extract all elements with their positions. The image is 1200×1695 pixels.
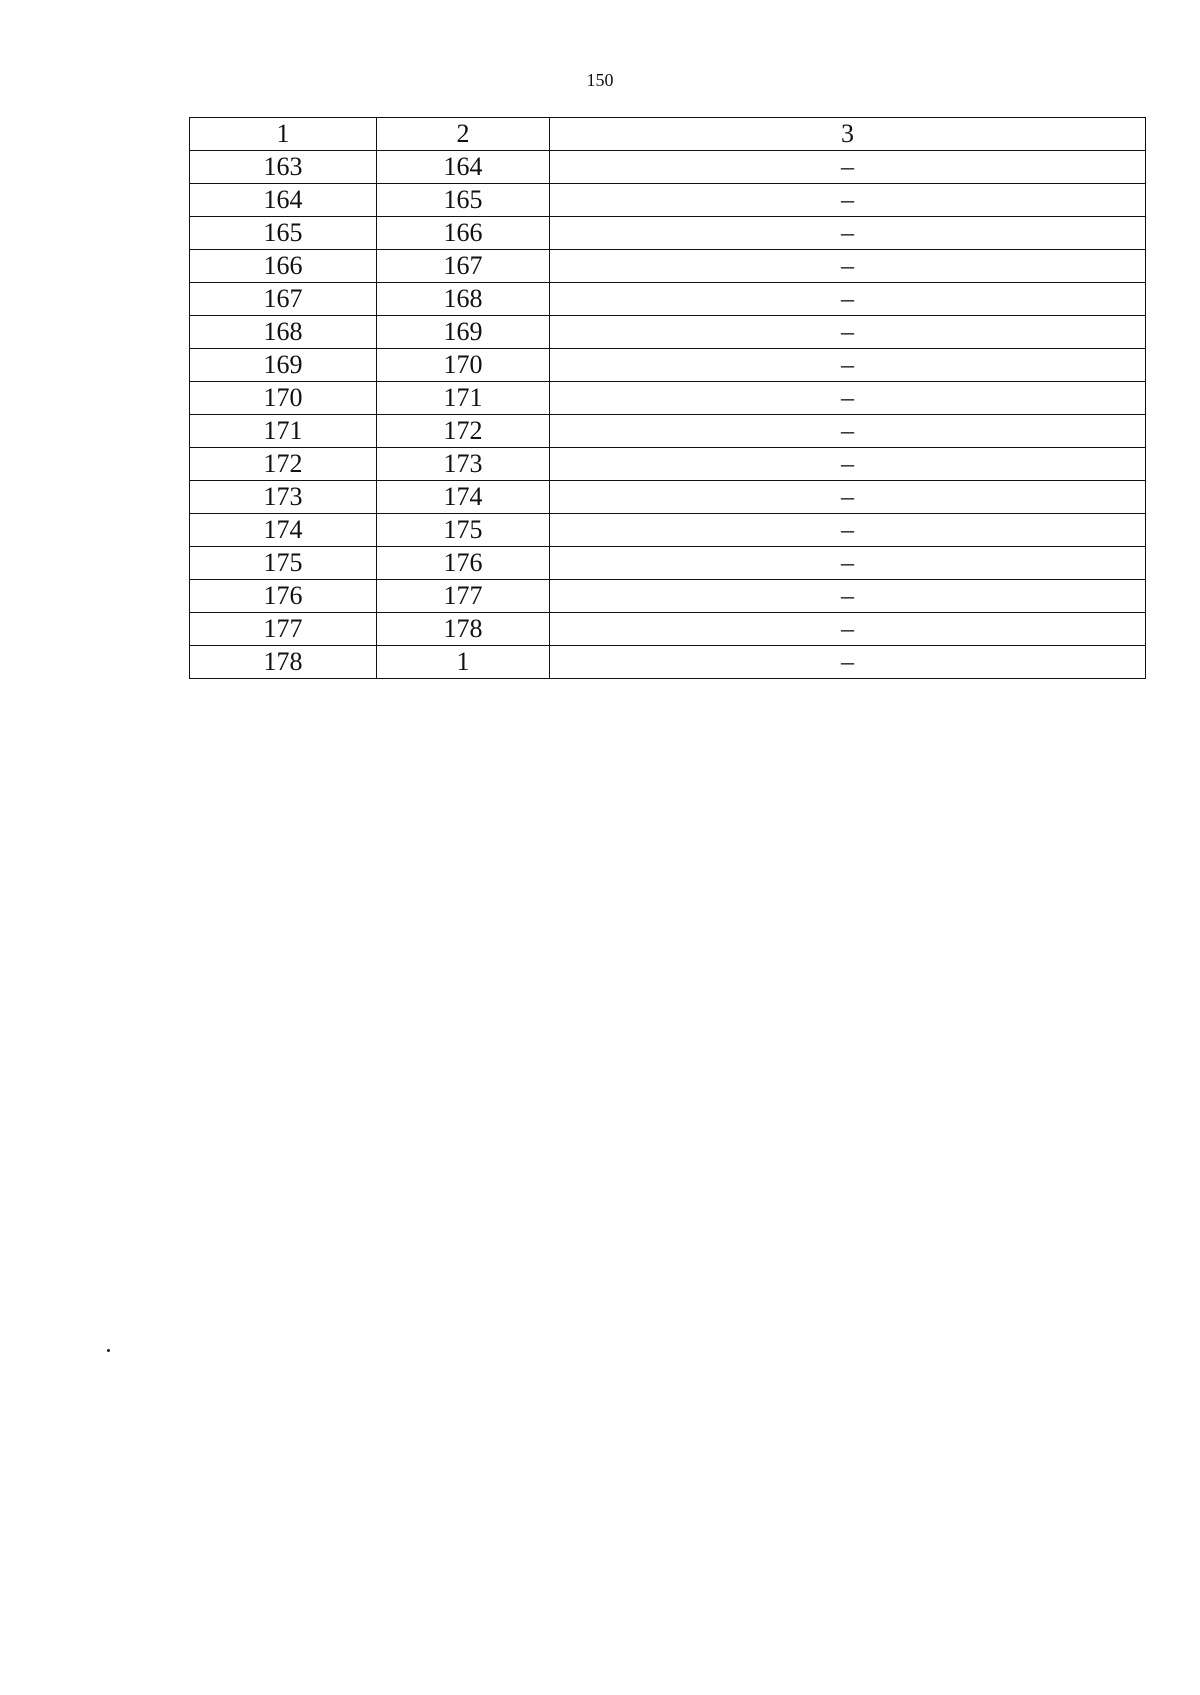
- table-cell-col-3: –: [550, 448, 1146, 481]
- table-cell-col-2: 166: [377, 217, 550, 250]
- table-row: [190, 184, 1146, 217]
- table-cell-col-2: 165: [377, 184, 550, 217]
- table-cell-col-3: –: [550, 481, 1146, 514]
- table-row: [190, 646, 1146, 679]
- page-number: 150: [586, 70, 614, 90]
- scan-speck: [107, 1349, 110, 1352]
- table-cell-col-3: –: [550, 316, 1146, 349]
- table-cell-col-1: 173: [190, 481, 377, 514]
- table-row: [190, 217, 1146, 250]
- table-row: [190, 250, 1146, 283]
- table-row: [190, 613, 1146, 646]
- table-row: [190, 316, 1146, 349]
- table-cell-col-2: 178: [377, 613, 550, 646]
- table-row: [190, 151, 1146, 184]
- table-cell-col-2: 167: [377, 250, 550, 283]
- table-row: [190, 283, 1146, 316]
- table-body: [190, 118, 1146, 679]
- table-cell-col-1: 165: [190, 217, 377, 250]
- table-cell-col-2: 168: [377, 283, 550, 316]
- table-cell-col-3: –: [550, 283, 1146, 316]
- header-cell-2: 2: [377, 118, 550, 151]
- table-cell-col-1: 178: [190, 646, 377, 679]
- table-cell-col-3: –: [550, 349, 1146, 382]
- table-cell-col-1: 171: [190, 415, 377, 448]
- table-cell-col-1: 167: [190, 283, 377, 316]
- table-cell-col-2: 169: [377, 316, 550, 349]
- table-header-row: [190, 118, 1146, 151]
- table-cell-col-1: 170: [190, 382, 377, 415]
- table-cell-col-2: 170: [377, 349, 550, 382]
- data-table: [189, 117, 1146, 679]
- table-cell-col-1: 163: [190, 151, 377, 184]
- table-cell-col-1: 172: [190, 448, 377, 481]
- table-cell-col-1: 166: [190, 250, 377, 283]
- table-cell-col-1: 176: [190, 580, 377, 613]
- table-cell-col-3: –: [550, 415, 1146, 448]
- table-cell-col-3: –: [550, 514, 1146, 547]
- table-cell-col-3: –: [550, 184, 1146, 217]
- table-cell-col-2: 173: [377, 448, 550, 481]
- table-cell-col-2: 164: [377, 151, 550, 184]
- table-cell-col-1: 164: [190, 184, 377, 217]
- table-cell-col-2: 175: [377, 514, 550, 547]
- table-cell-col-3: –: [550, 217, 1146, 250]
- table-cell-col-3: –: [550, 580, 1146, 613]
- table-cell-col-2: 177: [377, 580, 550, 613]
- table-cell-col-1: 168: [190, 316, 377, 349]
- table-cell-col-3: –: [550, 547, 1146, 580]
- table-cell-col-2: 174: [377, 481, 550, 514]
- table-row: [190, 580, 1146, 613]
- table-cell-col-2: 1: [377, 646, 550, 679]
- table-row: [190, 382, 1146, 415]
- table-row: [190, 481, 1146, 514]
- table-cell-col-3: –: [550, 382, 1146, 415]
- table-cell-col-1: 174: [190, 514, 377, 547]
- table-row: [190, 415, 1146, 448]
- table-cell-col-3: –: [550, 250, 1146, 283]
- header-cell-3: 3: [550, 118, 1146, 151]
- table-cell-col-2: 171: [377, 382, 550, 415]
- table-row: [190, 547, 1146, 580]
- table-cell-col-2: 176: [377, 547, 550, 580]
- table-cell-col-3: –: [550, 151, 1146, 184]
- table-cell-col-3: –: [550, 613, 1146, 646]
- table-cell-col-3: –: [550, 646, 1146, 679]
- table-row: [190, 349, 1146, 382]
- header-cell-1: 1: [190, 118, 377, 151]
- table-cell-col-1: 169: [190, 349, 377, 382]
- table-cell-col-2: 172: [377, 415, 550, 448]
- table-cell-col-1: 177: [190, 613, 377, 646]
- table-cell-col-1: 175: [190, 547, 377, 580]
- table-row: [190, 514, 1146, 547]
- table-row: [190, 448, 1146, 481]
